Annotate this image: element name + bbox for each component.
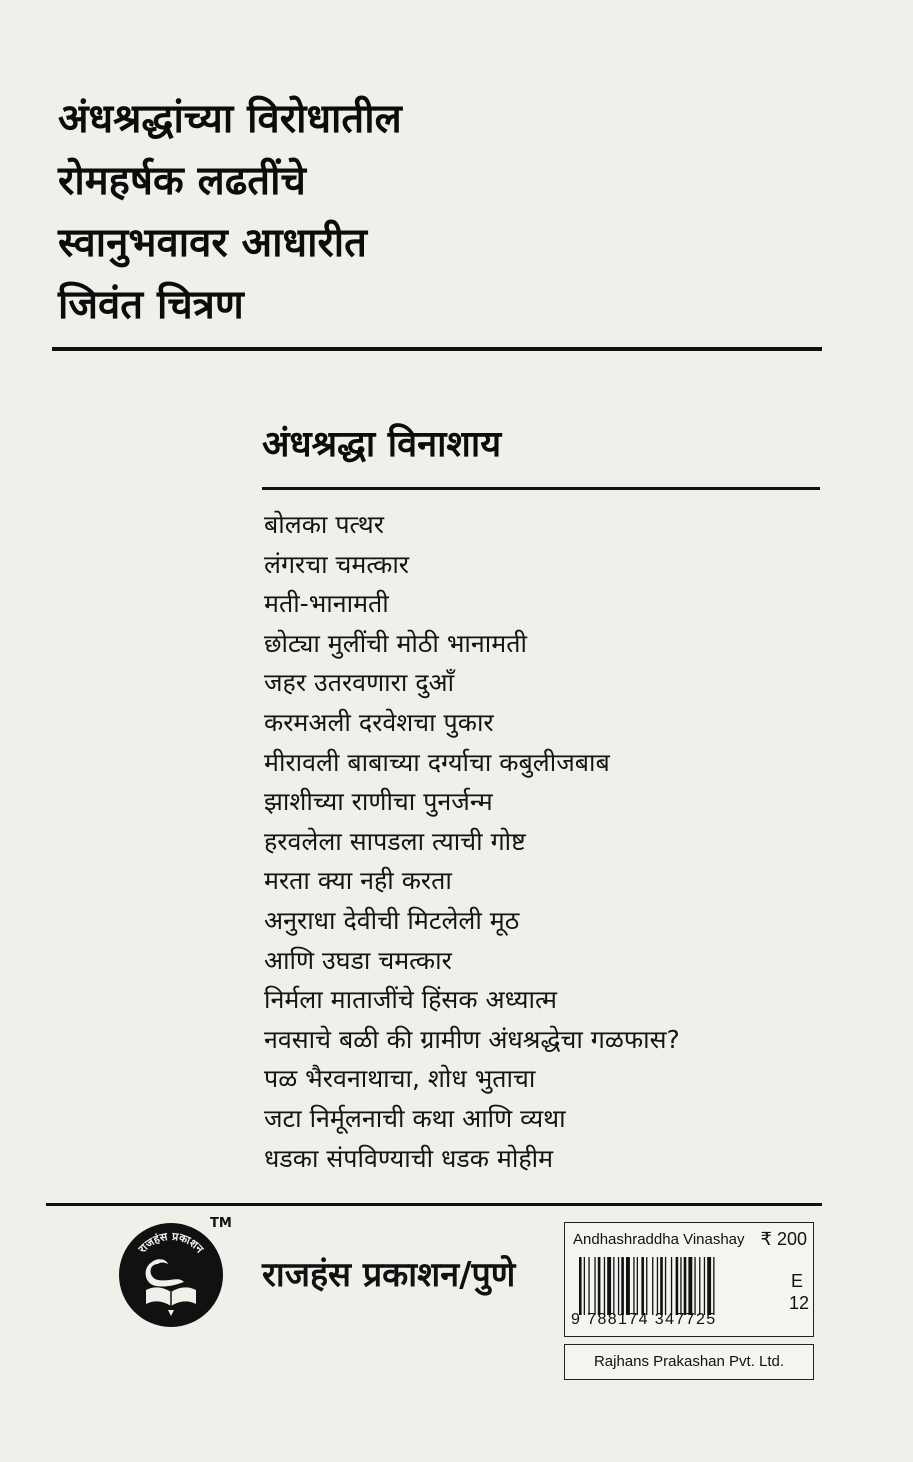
- barcode-title: Andhashraddha Vinashay: [573, 1231, 745, 1248]
- book-title: अंधश्रद्धा विनाशाय: [262, 424, 502, 465]
- barcode-bar: [688, 1257, 692, 1315]
- barcode-bar: [618, 1257, 619, 1315]
- tagline-line-2: रोमहर्षक लढतींचे: [58, 158, 306, 204]
- tagline-line-3: स्वानुभवावर आधारीत: [58, 220, 367, 266]
- logo-text: राजहंस प्रकाशन: [135, 1229, 207, 1256]
- tagline-line-1: अंधश्रद्धांच्या विरोधातील: [58, 96, 402, 142]
- barcode-bar: [699, 1257, 700, 1315]
- isbn-digits: 9 788174 347725: [571, 1311, 717, 1328]
- barcode-bar: [707, 1257, 711, 1315]
- contents-list: [264, 505, 680, 1178]
- barcode-bar: [594, 1257, 595, 1315]
- barcode-bar: [694, 1257, 695, 1315]
- list-item: मीरावली बाबाच्या दर्ग्याचा कबुलीजबाब: [264, 747, 610, 777]
- barcode-bar: [657, 1257, 658, 1315]
- barcode-bar: [584, 1257, 585, 1315]
- barcode-bar: [607, 1257, 611, 1315]
- divider-bottom: [46, 1203, 822, 1206]
- barcode-label: [564, 1222, 814, 1337]
- list-item: मरता क्या नही करता: [264, 866, 452, 896]
- barcode-bar: [598, 1257, 601, 1315]
- code-letter: E: [790, 1271, 803, 1291]
- barcode-bar: [579, 1257, 582, 1315]
- divider-top: [52, 347, 822, 351]
- barcode-bar: [646, 1257, 647, 1315]
- list-item: लंगरचा चमत्कार: [264, 549, 410, 579]
- list-item: जटा निर्मूलनाची कथा आणि व्यथा: [264, 1103, 566, 1133]
- list-item: आणि उघडा चमत्कार: [264, 945, 452, 975]
- divider-title: [262, 487, 820, 490]
- list-item: मती-भानामती: [264, 589, 389, 619]
- publisher-label: [564, 1344, 814, 1380]
- list-item: धडका संपविण्याची धडक मोहीम: [264, 1143, 554, 1173]
- swan-book-icon: [118, 1222, 224, 1328]
- list-item: जहर उतरवणारा दुआँ: [264, 668, 455, 698]
- publisher-name: राजहंस प्रकाशन/पुणे: [262, 1255, 516, 1295]
- barcode-bar: [613, 1257, 614, 1315]
- trademark: TM: [210, 1216, 232, 1231]
- list-item: हरवलेला सापडला त्याची गोष्ट: [264, 826, 526, 856]
- barcode-bar: [676, 1257, 679, 1315]
- list-item: बोलका पत्थर: [264, 510, 384, 539]
- code-number: 12: [788, 1293, 809, 1313]
- barcode-bar: [660, 1257, 663, 1315]
- barcode-bar: [713, 1257, 714, 1315]
- list-item: अनुराधा देवीची मिटलेली मूठ: [264, 905, 520, 935]
- list-item: करमअली दरवेशचा पुकार: [264, 707, 494, 737]
- barcode-bar: [684, 1257, 687, 1315]
- barcode-bar: [637, 1257, 638, 1315]
- price: ₹ 200: [760, 1229, 807, 1249]
- barcode-icon: [579, 1257, 761, 1315]
- list-item: झाशीच्या राणीचा पुनर्जन्म: [264, 787, 493, 817]
- barcode-bar: [633, 1257, 634, 1315]
- barcode-bar: [704, 1257, 705, 1315]
- barcode-bar: [626, 1257, 630, 1315]
- tagline: [58, 88, 402, 336]
- list-item: छोट्या मुलींची मोठी भानामती: [264, 628, 527, 658]
- list-item: निर्मला माताजींचे हिंसक अध्यात्म: [264, 985, 557, 1015]
- publisher-english-name: Rajhans Prakashan Pvt. Ltd.: [593, 1353, 785, 1370]
- barcode-bar: [671, 1257, 672, 1315]
- tagline-line-4: जिवंत चित्रण: [58, 282, 244, 328]
- barcode-bar: [588, 1257, 589, 1315]
- barcode-bar: [665, 1257, 666, 1315]
- barcode-bar: [604, 1257, 605, 1315]
- list-item: नवसाचे बळी की ग्रामीण अंधश्रद्धेचा गळफास?: [264, 1024, 680, 1054]
- barcode-bar: [641, 1257, 644, 1315]
- barcode-bar: [652, 1257, 653, 1315]
- list-item: पळ भैरवनाथाचा, शोध भुताचा: [264, 1064, 536, 1094]
- barcode-bar: [621, 1257, 624, 1315]
- barcode-bar: [680, 1257, 681, 1315]
